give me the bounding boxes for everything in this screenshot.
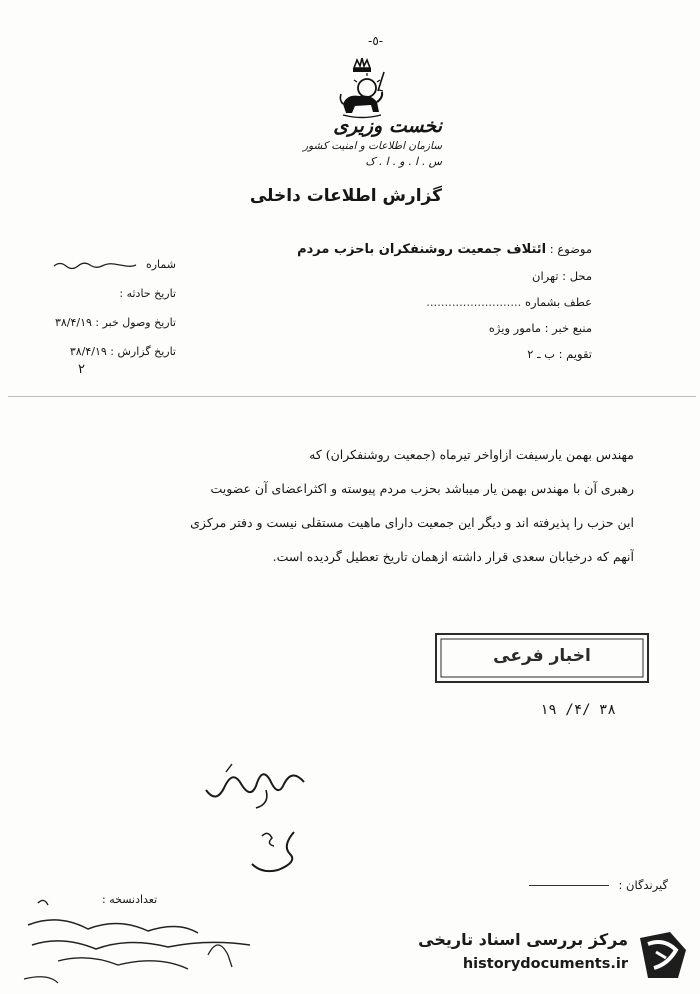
news-received-row — [4, 308, 176, 337]
subject-label: موضوع : — [549, 242, 592, 256]
handwritten-tick: ۲ — [78, 362, 85, 377]
lion-and-sun-emblem-icon — [337, 58, 387, 120]
source-row — [192, 315, 592, 341]
place-label: محل : — [562, 269, 592, 283]
date-metadata — [4, 250, 176, 366]
handwritten-signature — [196, 760, 310, 816]
body-line: آنهم که درخیابان سعدی قرار داشته ازهمان تاریخ تعطیل گردیده است. — [272, 549, 634, 564]
watermark-url: historydocuments.ir — [462, 956, 628, 972]
report-date-label: تاریخ گزارش : — [110, 345, 176, 358]
org-header — [303, 114, 442, 170]
handwritten-annotation — [18, 895, 268, 990]
subject-value: ائتلاف جمعیت روشنفکران باحزب مردم — [297, 242, 547, 257]
reference-label: عطف بشماره — [524, 295, 592, 309]
report-date-row — [4, 337, 176, 366]
copies-label: تعدادنسخه : — [102, 893, 158, 906]
reference-dots: .......................... — [426, 295, 522, 309]
number-row — [4, 250, 176, 279]
report-metadata — [192, 236, 592, 367]
body-line: این حزب را پذیرفته اند و دیگر این جمعیت دارای ماهیت مستقلی نیست و دفتر مرکزی — [190, 515, 634, 530]
handwritten-initials — [238, 826, 308, 876]
recipients-blank — [529, 885, 609, 886]
evaluation-row — [192, 341, 592, 367]
report-title: گزارش اطلاعات داخلی — [249, 186, 442, 206]
archive-logo-icon — [634, 928, 692, 982]
stamp-date: ۱۹ /۴/ ۳۸ — [540, 702, 616, 718]
incident-date-row — [4, 279, 176, 308]
place-row — [192, 263, 592, 289]
top-mark: -٥- — [368, 34, 384, 48]
number-label: شماره — [145, 258, 176, 271]
watermark-org-name: مرکز بررسی اسناد تاریخی — [418, 930, 628, 949]
incident-date-label: تاریخ حادثه : — [119, 287, 176, 300]
org-subname: سازمان اطلاعات و امنیت کشور — [303, 140, 442, 152]
news-received-label: تاریخ وصول خبر : — [95, 316, 176, 329]
report-body — [74, 438, 634, 574]
body-line: مهندس بهمن یارسیفت ازاواخر تیرماه (جمعیت روشنفکران) که — [309, 447, 634, 462]
evaluation-value: ب ـ ۲ — [527, 347, 555, 361]
source-value: مامور ویژه — [488, 321, 541, 335]
stamp-text: اخبار فرعی — [493, 646, 591, 666]
subject-row — [192, 236, 592, 263]
news-received-value: ۳۸/۴/۱۹ — [54, 316, 92, 329]
body-line: رهبری آن با مهندس بهمن یار میباشد بحزب مردم پیوسته و اکثراعضای آن عضویت — [210, 481, 634, 496]
evaluation-label: تقویم : — [558, 347, 592, 361]
source-label: منبع خبر : — [544, 321, 592, 335]
divider — [8, 396, 696, 397]
recipients-row — [529, 878, 668, 892]
reference-row — [192, 289, 592, 315]
report-date-value: ۳۸/۴/۱۹ — [69, 345, 107, 358]
org-code: س . ا . و . ا . ک — [365, 155, 442, 168]
recipients-label: گیرندگان : — [618, 878, 668, 892]
org-name: نخست وزیری — [333, 115, 442, 137]
redacted-number-scribble — [52, 260, 138, 270]
place-value: تهران — [532, 269, 559, 283]
